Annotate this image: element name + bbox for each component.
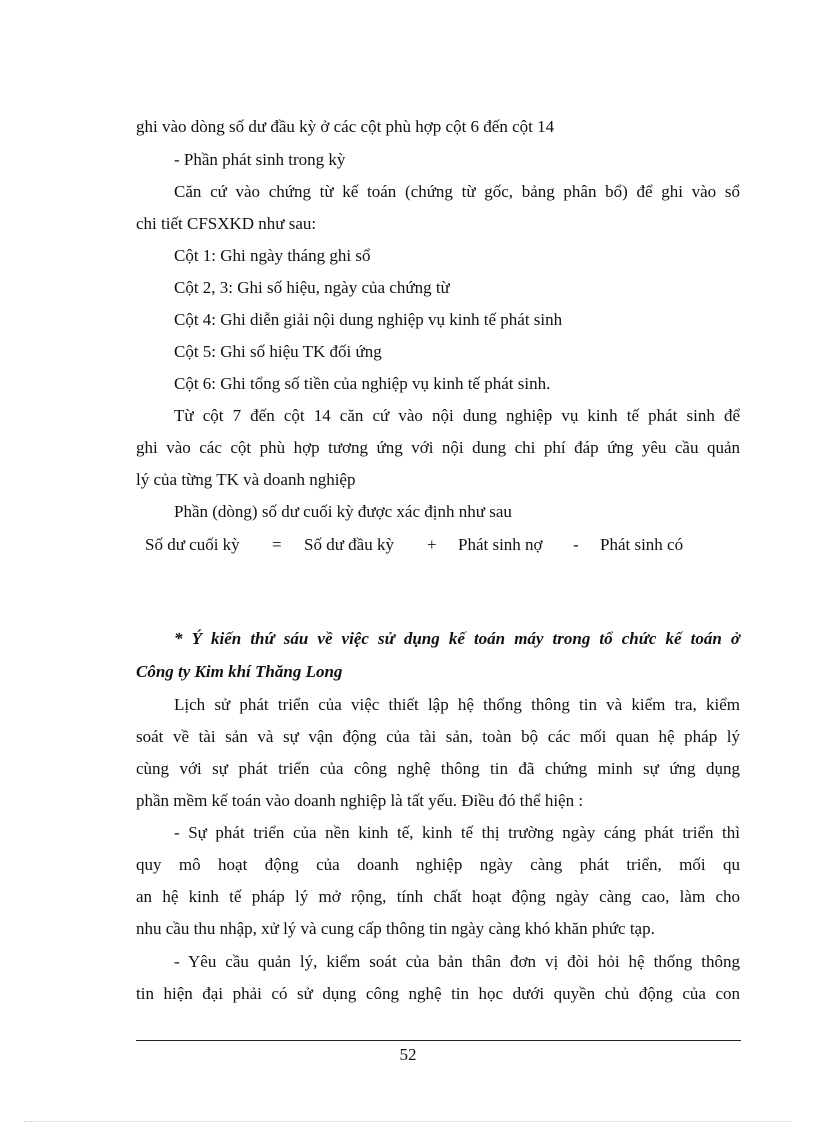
text-line: ghi vào các cột phù hợp tương ứng với nội dung chi phí đáp ứng yêu cầu quản [136,438,740,457]
paragraph-line: soát về tài sản và sự vận động của tài sản, toàn bộ các mối quan hệ pháp lý [136,727,740,746]
equation-term: Số dư cuối kỳ [145,535,240,554]
text-line: chi tiết CFSXKD như sau: [136,214,317,233]
section-heading: * Ý kiến thứ sáu về việc sử dụng kế toán máy trong tổ chức kế toán ở [174,629,740,648]
text-line: Cột 5: Ghi số hiệu TK đối ứng [174,342,382,361]
paragraph-line: - Sự phát triển của nền kinh tế, kinh tế thị trường ngày cáng phát triển thì [174,823,740,842]
page-edge-dotted-line [24,1121,792,1122]
section-heading: Công ty Kim khí Thăng Long [136,662,343,681]
text-line: Cột 2, 3: Ghi số hiệu, ngày của chứng từ [174,278,450,297]
text-line: Từ cột 7 đến cột 14 căn cứ vào nội dung nghiệp vụ kinh tế phát sinh để [174,406,740,425]
paragraph-line: tin hiện đại phải có sử dụng công nghệ tin học dưới quyền chủ động của con [136,984,740,1003]
equation-term: Phát sinh nợ [458,535,543,554]
text-line: Cột 1: Ghi ngày tháng ghi sổ [174,246,371,265]
paragraph-line: an hệ kinh tế pháp lý mở rộng, tính chất hoạt động ngày càng cao, làm cho [136,887,740,906]
paragraph-line: quy mô hoạt động của doanh nghiệp ngày càng phát triển, mối qu [136,855,740,874]
text-line: Cột 4: Ghi diễn giải nội dung nghiệp vụ kinh tế phát sinh [174,310,563,329]
paragraph-line: Lịch sử phát triển của việc thiết lập hệ thống thông tin và kiểm tra, kiểm [174,695,740,714]
equation-term: Số dư đầu kỳ [304,535,394,554]
text-line: lý của từng TK và doanh nghiệp [136,470,356,489]
equation-term: Phát sinh có [600,535,684,554]
paragraph-line: nhu cầu thu nhập, xử lý và cung cấp thông tin ngày càng khó khăn phức tạp. [136,919,655,938]
paragraph-line: phần mềm kế toán vào doanh nghiệp là tất yếu. Điều đó thể hiện : [136,791,584,810]
page-number: 52 [399,1045,417,1064]
text-line: ghi vào dòng số dư đầu kỳ ở các cột phù hợp cột 6 đến cột 14 [136,117,555,136]
text-line: Căn cứ vào chứng từ kế toán (chứng từ gốc, bảng phân bổ) để ghi vào sổ [174,182,740,201]
text-line: Phần (dòng) số dư cuối kỳ được xác định như sau [174,502,512,521]
equation-operator: - [573,535,579,554]
paragraph-line: cùng với sự phát triển của công nghệ thông tin đã chứng minh sự ứng dụng [136,759,740,778]
balance-equation [0,534,816,556]
equation-operator: + [427,535,437,554]
paragraph-line: - Yêu cầu quản lý, kiểm soát của bản thân đơn vị đòi hỏi hệ thống thông [174,952,740,971]
equation-operator: = [272,535,282,554]
text-line: - Phần phát sinh trong kỳ [174,150,346,169]
footer-divider [136,1040,741,1041]
text-line: Cột 6: Ghi tổng số tiền của nghiệp vụ kinh tế phát sinh. [174,374,551,393]
